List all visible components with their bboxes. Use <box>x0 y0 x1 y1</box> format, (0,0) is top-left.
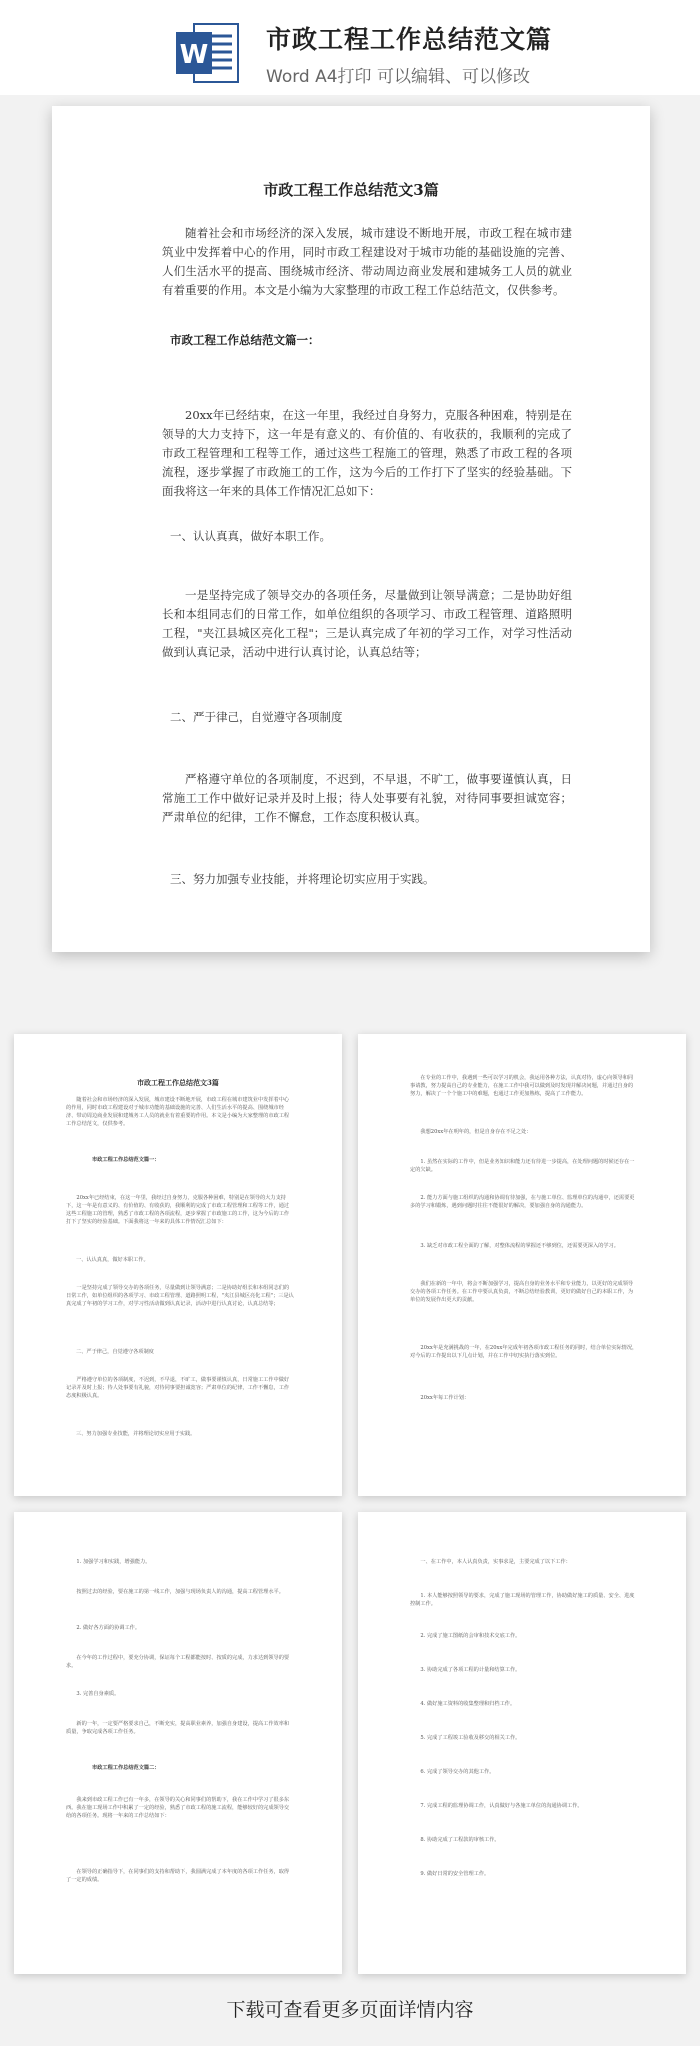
thumb2-p5: 3. 缺乏对市政工程全面的了解，对整体流程的掌握还不够到位，还需要更深入的学习。 <box>420 1243 619 1249</box>
thumb4-p1: 一、在工作中，本人认真负责，实事求是，主要完成了以下工作： <box>420 1559 571 1565</box>
thumb2-p3: 1. 虽然在实际的工作中，但是业务知识和能力还有待进一步提高，在处理问题的时候还存在一定的欠缺。 <box>410 1159 635 1173</box>
thumb1-para2: 一是坚持完成了领导交办的各项任务，尽量做到让领导满意；二是协助好组长和本组同志们的日常工作，如单位组织的各项学习、市政工程管理、道路照明工程，"夹江县城区亮化工程"；三是认真完成了年初的学习工作，对学习性活动做到认真记录，活动中进行认真讨论，认真总结等； <box>66 1285 294 1307</box>
thumb3-p3: 2. 做好各方面的协调工作。 <box>76 1625 141 1631</box>
thumb4-p4: 3. 协助完成了各项工程的计量和结算工作。 <box>420 1667 521 1673</box>
thumb4-p3: 2. 完成了施工图纸的会审和技术交底工作。 <box>420 1633 521 1639</box>
header-title: 市政工程工作总结范文篇 <box>266 25 553 54</box>
thumb3-p2: 按照过去的经验，要在施工的第一线工作，加强与现场负责人的沟通，提高工程管理水平。 <box>76 1589 284 1595</box>
download-more-link[interactable]: 下载可查看更多页面详情内容 <box>226 1999 474 2021</box>
thumb4-p9: 8. 协助完成了工程款的审核工作。 <box>420 1837 500 1843</box>
word-icon-letter: W <box>179 40 209 70</box>
thumb1-heading: 市政工程工作总结范文篇一： <box>92 1157 160 1163</box>
thumb3-p5: 3. 完善自身素质。 <box>76 1691 120 1697</box>
thumb4-p2: 1. 本人能够按照领导的要求，完成了施工现场的管理工作，协助做好施工的质量、安全、进度控制工作。 <box>410 1593 635 1607</box>
thumb3-heading: 市政工程工作总结范文篇二： <box>92 1765 160 1771</box>
thumb1-para1: 20xx年已经结束，在这一年里，我经过自身努力，克服各种困难，特别是在领导的大力支持下，这一年是有意义的、有价值的、有收获的，我顺利的完成了市政工程管理和工程等工作，通过这些工程施工的管理，熟悉了市政工程的各项流程，逐步掌握了市政施工的工作，这为今后的工作打下了坚实的经验基础。下面我将这一年来的具体工作情况汇总如下： <box>66 1195 290 1225</box>
page-thumbnail-1[interactable] <box>14 1034 342 1496</box>
thumb3-p8: 在领导的正确指导下，在同事们的支持和帮助下，我圆满完成了本年度的各项工作任务，取得了一定的成绩。 <box>66 1869 290 1883</box>
intro-paragraph: 随着社会和市场经济的深入发展，城市建设不断地开展，市政工程在城市建筑业中发挥着中心的作用，同时市政工程建设对于城市功能的基础设施的完善、人们生活水平的提高、围绕城市经济、带动周边商业发展和建城务工人员的就业有着重要的作用。本文是小编为大家整理的市政工程工作总结范文，仅供参考。 <box>162 226 572 297</box>
page-thumbnail-2[interactable] <box>358 1034 686 1496</box>
paragraph-3: 严格遵守单位的各项制度，不迟到，不早退，不旷工，做事要谨慎认真，日常施工工作中做好记录并及时上报；待人处事要有礼貌，对待同事要担诚宽容；严肃单位的纪律，工作不懈怠，工作态度积极认真。 <box>162 772 572 824</box>
page-thumbnail-3[interactable] <box>14 1512 342 1974</box>
thumb3-p6: 新的一年，一定要严格要求自己，不断充实，提高职业素养，加强自身建设，提高工作效率和质量，争取完成各项工作任务。 <box>66 1721 290 1735</box>
word-document-icon <box>172 18 242 88</box>
thumb1-item1: 一、认认真真，做好本职工作。 <box>76 1257 149 1263</box>
thumb1-item2: 二、严于律己，自觉遵守各项制度 <box>76 1349 154 1355</box>
thumb2-p2: 我想20xx年在明年的，但是自身存在不足之处： <box>420 1129 532 1135</box>
thumb1-intro: 随着社会和市场经济的深入发展，城市建设不断地开展，市政工程在城市建筑业中发挥着中心的作用，同时市政工程建设对于城市功能的基础设施的完善、人们生活水平的提高、围绕城市经济、带动周边商业发展和建城务工人员的就业有着重要的作用。本文是小编为大家整理的市政工程工作总结范文，仅供参考。 <box>66 1097 290 1127</box>
header-banner <box>0 0 700 95</box>
thumb4-p10: 9. 做好日常的安全管理工作。 <box>420 1871 490 1877</box>
thumb4-p5: 4. 做好施工资料的收集整理和归档工作。 <box>420 1701 516 1707</box>
thumb1-item3: 三、努力加强专业技能，并将理论切实应用于实践。 <box>76 1431 196 1437</box>
section-heading: 市政工程工作总结范文篇一： <box>170 333 320 347</box>
thumb3-p7: 我来到市政工程工作已有一年多，在领导的关心和同事们的帮助下，我在工作中学习了很多东西。我在施工现场工作中积累了一定的经验，熟悉了市政工程的施工流程，能够较好的完成领导交给的各项任务。现将一年来的工作总结如下： <box>66 1797 290 1819</box>
thumb3-p4: 在今年的工作过程中，要充分协调，保证每个工程都能按时、按质的完成，力求达到领导的要求。 <box>66 1655 290 1669</box>
list-item-2: 二、严于律己，自觉遵守各项制度 <box>170 710 343 724</box>
thumb2-p8: 20xx年每工作计划： <box>420 1395 470 1401</box>
thumb4-p7: 6. 完成了领导交办的其他工作。 <box>420 1769 495 1775</box>
thumb2-p4: 2. 能力方面与施工组织的沟通和协调有待加强，在与施工单位、监理单位的沟通中，还需要更多的学习和锻炼，遇到问题时往往不能很好的解决，要加强自身的沟通能力。 <box>410 1195 635 1209</box>
thumb2-p1: 在专业的工作中，我遇到一些可以学习的机会，我运用各种方法，认真对待，虚心向领导和同事请教，努力提高自己的专业能力，在施工工作中我可以做到及时发现并解决问题，并通过自身的努力，解决了一个个施工中的难题，也通过工作更加熟练，提高了工作能力。 <box>410 1075 634 1097</box>
header-subtitle: Word A4打印 可以编辑、可以修改 <box>266 67 530 87</box>
thumb1-para3: 严格遵守单位的各项制度，不迟到，不早退，不旷工，做事要谨慎认真，日常施工工作中做好记录并及时上报；待人处事要有礼貌，对待同事要担诚宽容；严肃单位的纪律，工作不懈怠，工作态度积极认真。 <box>66 1377 290 1399</box>
paragraph-1: 20xx年已经结束，在这一年里，我经过自身努力，克服各种困难，特别是在领导的大力支持下，这一年是有意义的、有价值的、有收获的，我顺利的完成了市政工程管理和工程等工作，通过这些工程施工的管理，熟悉了市政工程的各项流程，逐步掌握了市政施工的工作，这为今后的工作打下了坚实的经验基础。下面我将这一年来的具体工作情况汇总如下： <box>162 408 572 498</box>
thumb2-p6: 我们在新的一年中，将会不断加强学习，提高自身的业务水平和专业能力，以更好的完成领导交办的各项工作任务。在工作中要认真负责，不断总结经验教训，更好的做好自己的本职工作，为单位的发展作出更大的贡献。 <box>410 1281 634 1303</box>
thumb3-p1: 1. 加强学习和实践，增强能力。 <box>76 1559 151 1565</box>
thumb4-p6: 5. 完成了工程竣工验收及移交的相关工作。 <box>420 1735 521 1741</box>
document-title: 市政工程工作总结范文3篇 <box>263 181 439 199</box>
page-thumbnail-4[interactable] <box>358 1512 686 1974</box>
list-item-3: 三、努力加强专业技能，并将理论切实应用于实践。 <box>170 872 435 886</box>
thumb1-title: 市政工程工作总结范文3篇 <box>137 1078 219 1087</box>
paragraph-2: 一是坚持完成了领导交办的各项任务，尽量做到让领导满意；二是协助好组长和本组同志们的日常工作，如单位组织的各项学习、市政工程管理、道路照明工程，"夹江县城区亮化工程"；三是认真完成了年初的学习工作，对学习性活动做到认真记录，活动中进行认真讨论，认真总结等； <box>162 588 572 659</box>
list-item-1: 一、认认真真，做好本职工作。 <box>170 529 331 543</box>
thumb2-p7: 20xx年是充满挑战的一年，在20xx年完成年初各项市政工程任务的同时，结合单位实际情况，对今后的工作提出以下几点计划，并在工作中切实执行落实到位。 <box>410 1345 638 1359</box>
thumb4-p8: 7. 完成工程的监理协调工作，认真做好与各施工单位的沟通协调工作。 <box>420 1803 583 1809</box>
document-preview-page <box>52 106 650 952</box>
